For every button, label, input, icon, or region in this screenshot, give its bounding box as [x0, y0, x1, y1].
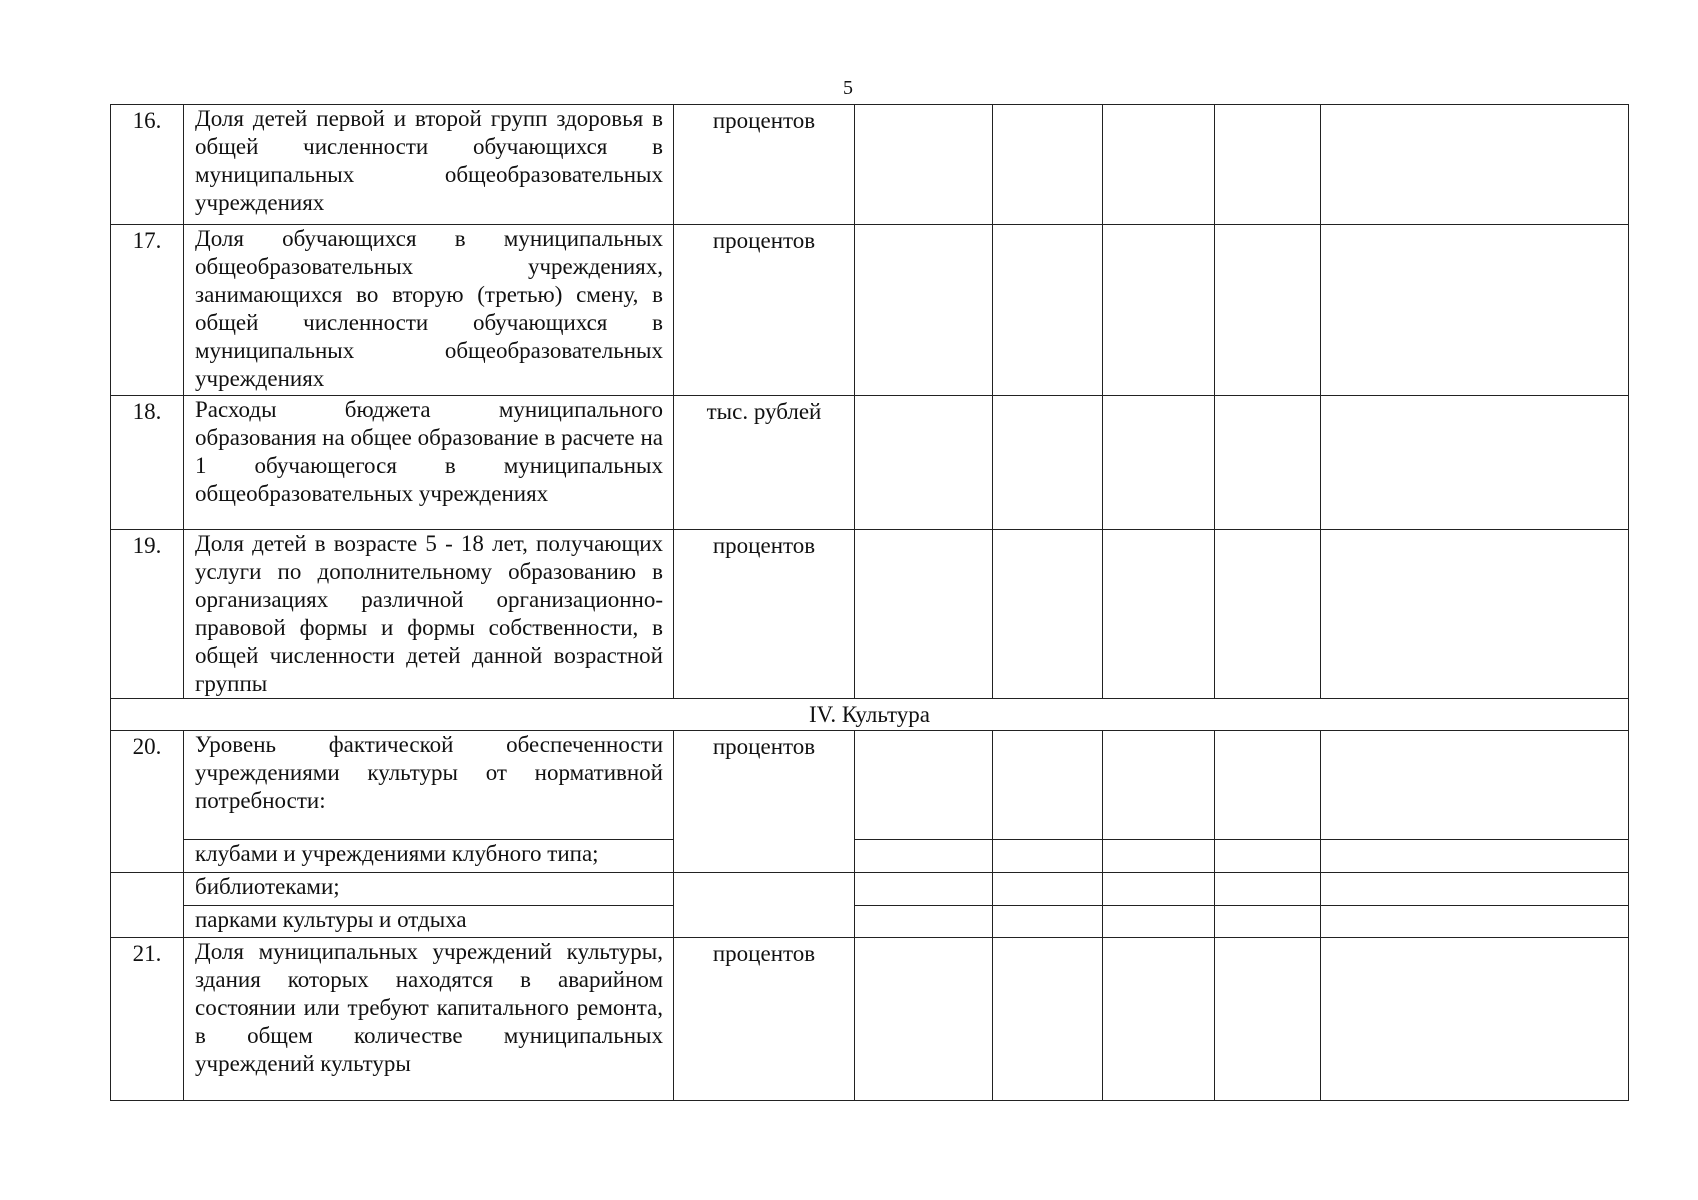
value-cell [993, 530, 1103, 699]
value-cell [993, 225, 1103, 396]
value-cell [1215, 906, 1321, 938]
sub-indicator-clubs: клубами и учреждениями клубного типа; [184, 840, 674, 873]
row-number: 18. [111, 396, 184, 530]
section-row-culture [111, 699, 1629, 731]
value-cell [855, 530, 993, 699]
row-number-empty [111, 873, 184, 938]
table-row-19 [111, 530, 1629, 699]
value-cell [1321, 840, 1629, 873]
value-cell [1215, 873, 1321, 906]
value-cell [1215, 840, 1321, 873]
value-cell [1321, 938, 1629, 1101]
value-cell [1215, 396, 1321, 530]
unit-cell: процентов [674, 731, 855, 873]
table-row-20 [111, 731, 1629, 840]
value-cell [855, 396, 993, 530]
page-number: 5 [843, 77, 853, 99]
value-cell [855, 840, 993, 873]
value-cell [993, 105, 1103, 225]
value-cell [1321, 906, 1629, 938]
sub-indicator-parks: парками культуры и отдыха [184, 906, 674, 938]
table-row-21 [111, 938, 1629, 1101]
value-cell [993, 906, 1103, 938]
row-number: 20. [111, 731, 184, 873]
value-cell [993, 873, 1103, 906]
table-row-20-clubs [111, 840, 1629, 873]
indicator-name: Расходы бюджета муниципального образования на общее образование в расчете на 1 обучающегося в муниципальных общеобразовательных учреждениях [184, 396, 674, 530]
indicator-name: Доля детей первой и второй групп здоровья в общей численности обучающихся в муниципальных общеобразовательных учреждениях [184, 105, 674, 225]
value-cell [855, 906, 993, 938]
table-row-20-parks [111, 906, 1629, 938]
value-cell [1103, 225, 1215, 396]
value-cell [1321, 530, 1629, 699]
table-row-17 [111, 225, 1629, 396]
value-cell [1103, 840, 1215, 873]
indicator-name: Уровень фактической обеспеченности учреждениями культуры от нормативной потребности: [184, 731, 674, 840]
row-number: 16. [111, 105, 184, 225]
section-title: IV. Культура [111, 699, 1629, 731]
value-cell [1215, 731, 1321, 840]
table-row-16 [111, 105, 1629, 225]
value-cell [1103, 530, 1215, 699]
indicator-name: Доля муниципальных учреждений культуры, здания которых находятся в аварийном состоянии или требуют капитального ремонта, в общем количестве муниципальных учреждений культуры [184, 938, 674, 1101]
value-cell [1215, 530, 1321, 699]
table-row-18 [111, 396, 1629, 530]
unit-cell: процентов [674, 938, 855, 1101]
row-number: 21. [111, 938, 184, 1101]
value-cell [1321, 105, 1629, 225]
value-cell [1321, 873, 1629, 906]
table-row-20-libraries [111, 873, 1629, 906]
unit-cell: процентов [674, 225, 855, 396]
value-cell [1103, 396, 1215, 530]
value-cell [1103, 873, 1215, 906]
value-cell [1321, 225, 1629, 396]
indicator-name: Доля обучающихся в муниципальных общеобразовательных учреждениях, занимающихся во вторую (третью) смену, в общей численности обучающихся в муниципальных общеобразовательных учреждениях [184, 225, 674, 396]
value-cell [993, 396, 1103, 530]
value-cell [1215, 105, 1321, 225]
unit-cell: процентов [674, 105, 855, 225]
unit-cell: тыс. рублей [674, 396, 855, 530]
indicators-table [110, 104, 1629, 1101]
value-cell [1103, 731, 1215, 840]
value-cell [1103, 906, 1215, 938]
value-cell [855, 225, 993, 396]
row-number: 19. [111, 530, 184, 699]
unit-cell-empty [674, 873, 855, 938]
sub-indicator-libraries: библиотеками; [184, 873, 674, 906]
value-cell [1103, 105, 1215, 225]
value-cell [1321, 731, 1629, 840]
value-cell [993, 938, 1103, 1101]
unit-cell: процентов [674, 530, 855, 699]
value-cell [1215, 938, 1321, 1101]
value-cell [855, 938, 993, 1101]
value-cell [855, 105, 993, 225]
value-cell [855, 731, 993, 840]
value-cell [1321, 396, 1629, 530]
indicator-name: Доля детей в возрасте 5 - 18 лет, получающих услуги по дополнительному образованию в организациях различной организационно-правовой формы и формы собственности, в общей численности детей данной возрастной группы [184, 530, 674, 699]
value-cell [1103, 938, 1215, 1101]
value-cell [993, 731, 1103, 840]
value-cell [855, 873, 993, 906]
value-cell [993, 840, 1103, 873]
row-number: 17. [111, 225, 184, 396]
value-cell [1215, 225, 1321, 396]
